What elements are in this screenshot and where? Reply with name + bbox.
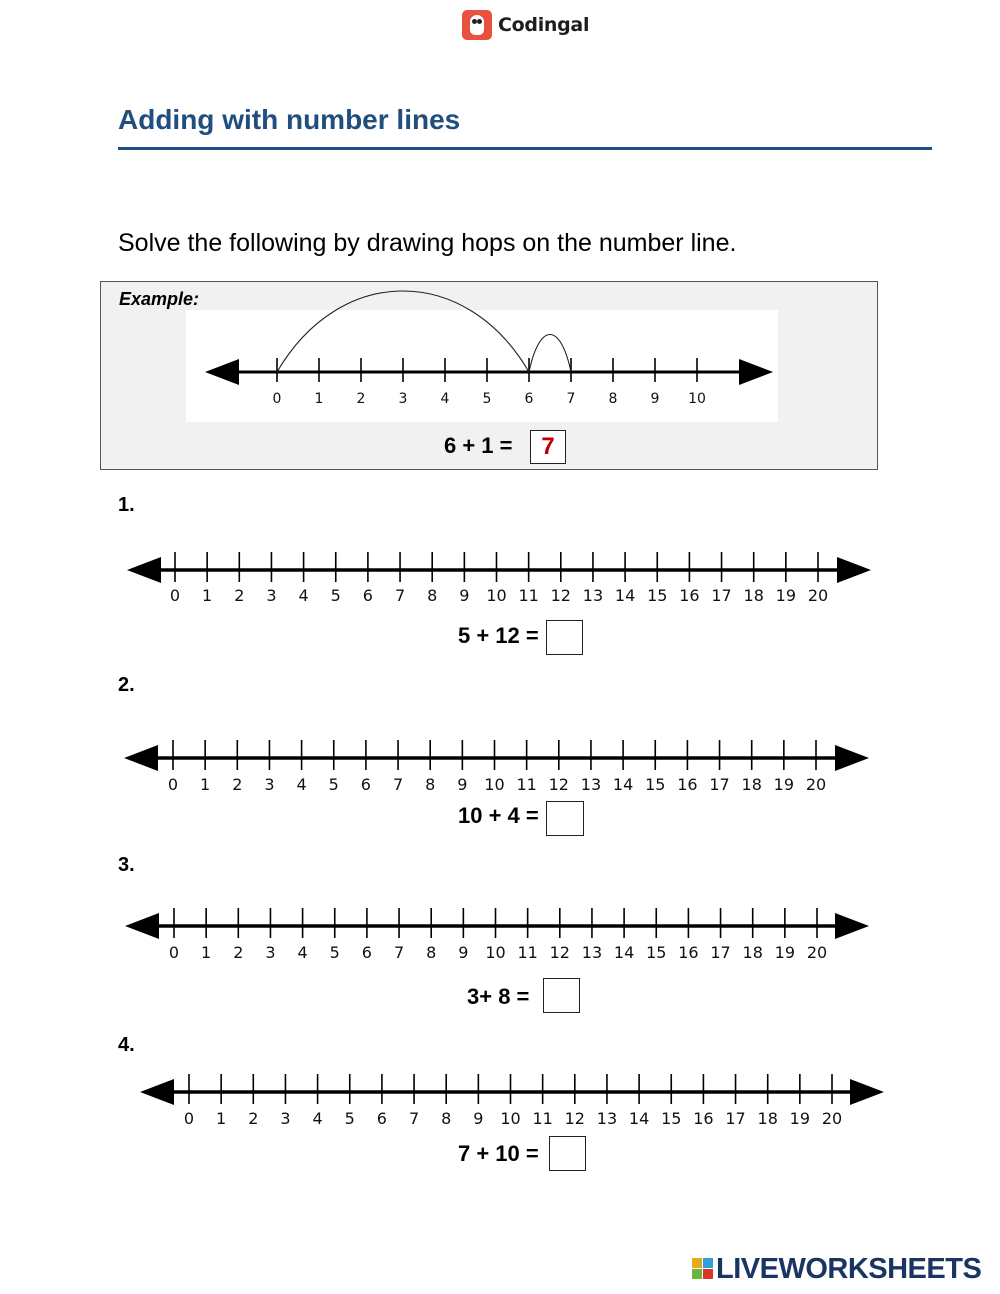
question-2-tick-label-10: 10 [484,775,505,794]
question-3-equation: 3+ 8 = [467,984,530,1009]
question-3-tick-label-10: 10 [485,943,506,962]
liveworksheets-blocks-icon [692,1258,714,1280]
question-1-left-arrow [127,557,161,583]
question-4-right-arrow [850,1079,884,1105]
question-4-tick-label-2: 2 [248,1109,259,1128]
question-2-tick-label-17: 17 [709,775,730,794]
example-left-arrow [205,359,239,385]
question-4-tick-label-8: 8 [441,1109,452,1128]
question-2-right-arrow [835,745,869,771]
question-3-tick-label-8: 8 [426,943,437,962]
question-3-tick-label-2: 2 [233,943,244,962]
question-2-tick-label-0: 0 [167,775,179,794]
question-2-tick-label-15: 15 [645,775,666,794]
question-1-tick-label-9: 9 [459,586,470,605]
question-2-tick-label-11: 11 [516,775,537,794]
question-2-tick-label-18: 18 [741,775,762,794]
question-2-tick-label-3: 3 [264,775,275,794]
question-1-tick-label-12: 12 [550,586,571,605]
question-4-number-line[interactable] [0,1052,1000,1142]
question-3-tick-label-9: 9 [458,943,469,962]
example-tick-label-10: 10 [688,391,706,407]
example-tick-label-5: 5 [482,391,492,407]
example-tick-label-4: 4 [440,391,450,407]
question-3-tick-label-14: 14 [613,943,635,962]
question-4-tick-label-4: 4 [312,1109,323,1128]
question-4-tick-label-20: 20 [821,1109,843,1128]
question-3-tick-label-18: 18 [742,943,763,962]
question-3-tick-label-20: 20 [806,943,828,962]
question-1-tick-label-19: 19 [775,586,797,605]
question-1-tick-label-6: 6 [362,586,373,605]
question-3-tick-label-3: 3 [265,943,276,962]
question-1-tick-label-2: 2 [234,586,245,605]
question-4-left-arrow [140,1079,174,1105]
question-4-tick-label-0: 0 [183,1109,195,1128]
question-2-tick-label-7: 7 [392,775,404,794]
question-1-tick-label-16: 16 [679,586,700,605]
question-1-equation: 5 + 12 = [458,623,539,648]
question-1-tick-label-8: 8 [427,586,438,605]
question-3-tick-label-0: 0 [168,943,180,962]
question-2-tick-label-14: 14 [612,775,634,794]
question-3-tick-label-16: 16 [678,943,699,962]
question-4-tick-label-9: 9 [473,1109,484,1128]
question-3-answer-box[interactable] [543,978,580,1013]
question-1-tick-label-18: 18 [743,586,764,605]
question-3-tick-label-12: 12 [549,943,570,962]
question-1-tick-label-10: 10 [486,586,507,605]
question-4-number: 4. [118,1034,135,1056]
question-2-tick-label-12: 12 [548,775,569,794]
example-tick-label-7: 7 [566,391,576,407]
question-2-tick-label-1: 1 [200,775,211,794]
question-4-tick-label-18: 18 [757,1109,778,1128]
question-4-equation: 7 + 10 = [458,1141,539,1166]
example-tick-label-8: 8 [608,391,618,407]
question-1-number: 1. [118,494,135,516]
question-3-tick-label-11: 11 [517,943,538,962]
example-tick-label-0: 0 [272,391,282,407]
question-4-tick-label-13: 13 [596,1109,618,1128]
question-3-left-arrow [125,913,159,939]
question-4-tick-label-11: 11 [532,1109,553,1128]
question-2-tick-label-9: 9 [457,775,468,794]
question-1-tick-label-3: 3 [266,586,277,605]
question-2-tick-label-16: 16 [677,775,698,794]
question-4-tick-label-17: 17 [725,1109,746,1128]
question-1-tick-label-4: 4 [298,586,309,605]
question-2-left-arrow [124,745,158,771]
question-2-tick-label-20: 20 [805,775,827,794]
question-2-tick-label-6: 6 [360,775,371,794]
question-1-tick-label-17: 17 [711,586,732,605]
instruction-text: Solve the following by drawing hops on the number line. [118,229,737,257]
question-1-right-arrow [837,557,871,583]
question-2-tick-label-5: 5 [328,775,339,794]
question-3-tick-label-19: 19 [774,943,796,962]
example-label: Example: [119,289,200,309]
question-3-tick-label-13: 13 [581,943,603,962]
question-3-tick-label-15: 15 [646,943,667,962]
question-2-number: 2. [118,674,135,696]
example-answer-box: 7 [530,430,566,464]
question-3-tick-label-4: 4 [297,943,308,962]
question-2-tick-label-13: 13 [580,775,602,794]
question-4-tick-label-16: 16 [693,1109,714,1128]
question-4-tick-label-14: 14 [628,1109,650,1128]
question-3-tick-label-5: 5 [329,943,340,962]
example-tick-label-2: 2 [356,391,366,407]
question-1-tick-label-11: 11 [518,586,539,605]
question-4-tick-label-15: 15 [661,1109,682,1128]
question-2-equation: 10 + 4 = [458,803,539,828]
question-4-tick-label-6: 6 [376,1109,387,1128]
question-1-tick-label-7: 7 [394,586,406,605]
question-2-tick-label-19: 19 [773,775,795,794]
question-1-tick-label-1: 1 [202,586,213,605]
question-2-tick-label-4: 4 [296,775,307,794]
page-title: Adding with number lines [118,104,461,135]
question-2-tick-label-8: 8 [425,775,436,794]
question-3-number-line[interactable] [0,886,1000,976]
example-equation: 6 + 1 = [444,433,513,458]
example-hop-2 [529,335,571,373]
question-4-answer-box[interactable] [549,1136,586,1171]
example-tick-label-6: 6 [524,391,534,407]
question-3-tick-label-6: 6 [361,943,372,962]
example-right-arrow [739,359,773,385]
question-1-tick-label-0: 0 [169,586,181,605]
question-4-tick-label-1: 1 [216,1109,227,1128]
question-1-number-line[interactable] [0,530,1000,620]
question-3-tick-label-17: 17 [710,943,731,962]
question-1-tick-label-13: 13 [582,586,604,605]
question-1-tick-label-20: 20 [807,586,829,605]
brand-name: Codingal [498,14,590,36]
question-3-tick-label-1: 1 [201,943,212,962]
example-tick-label-3: 3 [398,391,408,407]
example-number-line [0,0,1000,480]
example-tick-label-9: 9 [650,391,660,407]
question-1-answer-box[interactable] [546,620,583,655]
question-4-tick-label-12: 12 [564,1109,585,1128]
example-tick-label-1: 1 [314,391,324,407]
question-1-tick-label-15: 15 [647,586,668,605]
question-3-number: 3. [118,854,135,876]
question-4-tick-label-19: 19 [789,1109,811,1128]
question-1-tick-label-14: 14 [614,586,636,605]
question-4-tick-label-7: 7 [408,1109,420,1128]
liveworksheets-brand: LIVEWORKSHEETS [716,1252,982,1285]
question-3-tick-label-7: 7 [393,943,405,962]
question-4-tick-label-5: 5 [344,1109,355,1128]
liveworksheets-logo [692,1254,981,1284]
question-2-tick-label-2: 2 [232,775,243,794]
question-2-number-line[interactable] [0,718,1000,808]
question-4-tick-label-3: 3 [280,1109,291,1128]
question-4-tick-label-10: 10 [500,1109,521,1128]
question-2-answer-box[interactable] [546,801,584,836]
question-1-tick-label-5: 5 [330,586,341,605]
question-3-right-arrow [835,913,869,939]
